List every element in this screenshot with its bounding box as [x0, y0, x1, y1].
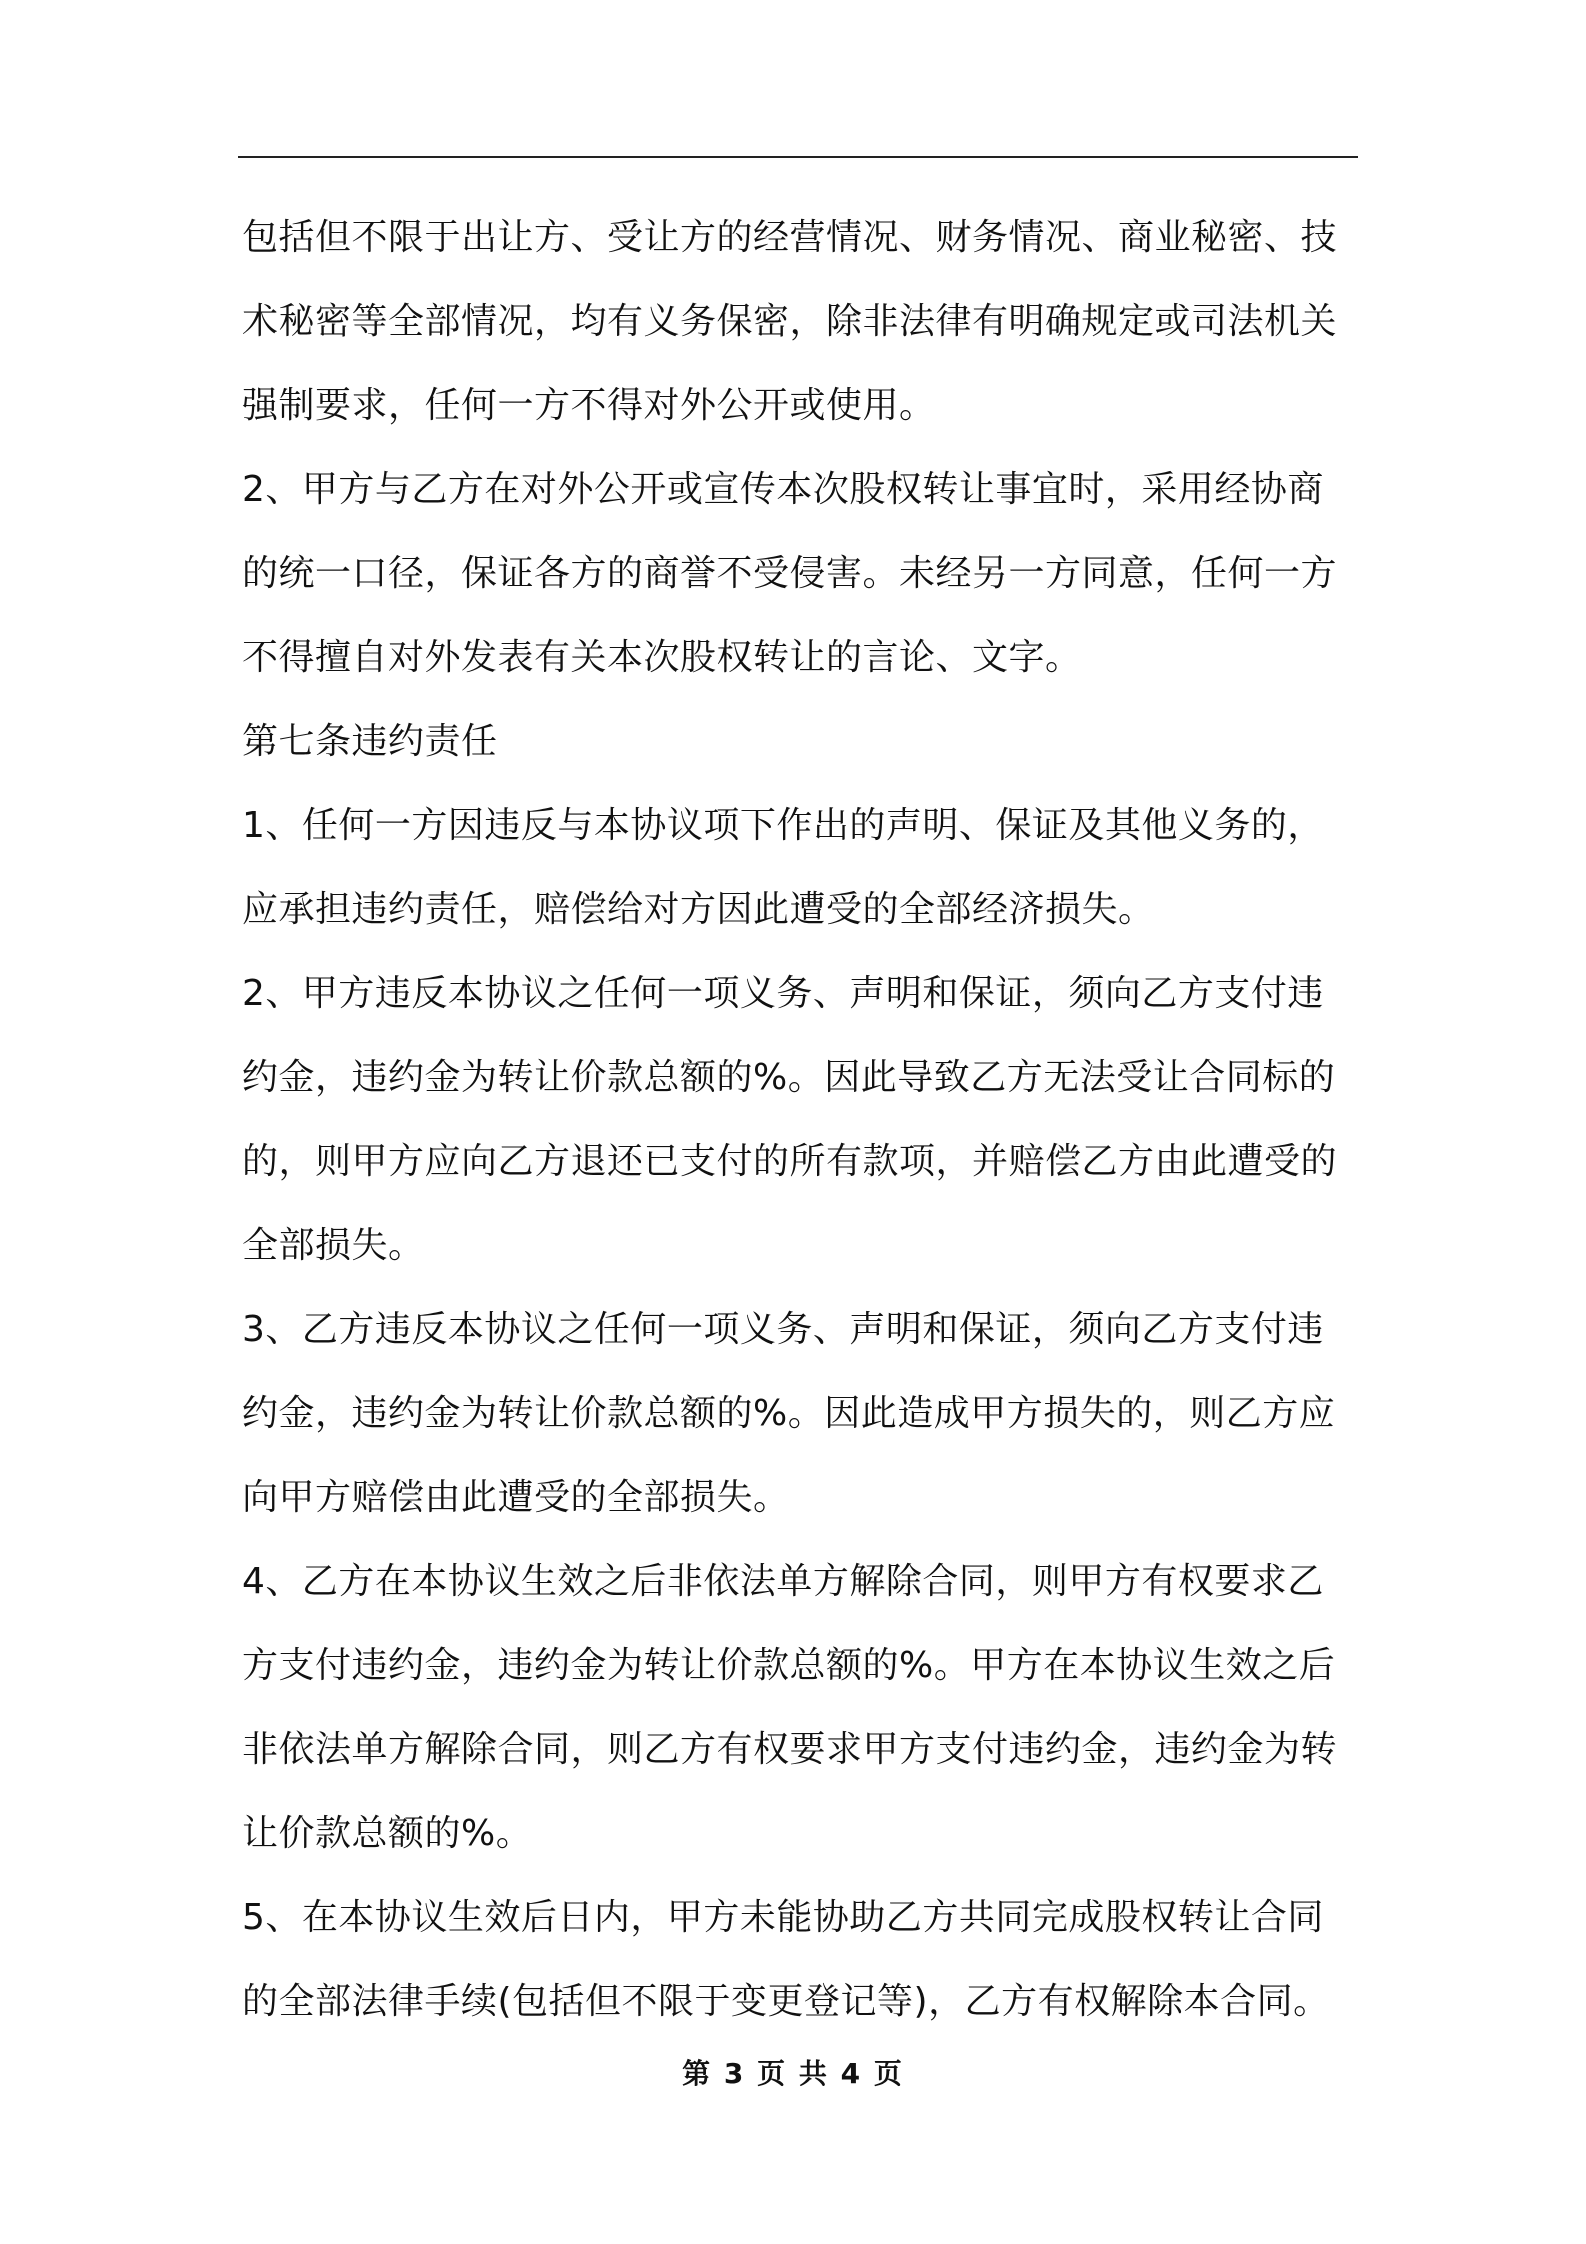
header-rule: [238, 156, 1358, 158]
text-line: 2、甲方与乙方在对外公开或宣传本次股权转让事宜时，采用经协商: [242, 469, 1324, 510]
text-line: 5、在本协议生效后日内，甲方未能协助乙方共同完成股权转让合同: [242, 1897, 1324, 1938]
text-line: 强制要求，任何一方不得对外公开或使用。: [242, 385, 936, 426]
text-line: 4、乙方在本协议生效之后非依法单方解除合同，则甲方有权要求乙: [242, 1561, 1324, 1602]
text-line: 全部损失。: [242, 1225, 425, 1266]
text-line: 应承担违约责任，赔偿给对方因此遭受的全部经济损失。: [242, 889, 1155, 930]
text-line: 2、甲方违反本协议之任何一项义务、声明和保证，须向乙方支付违: [242, 973, 1324, 1014]
text-line: 术秘密等全部情况，均有义务保密，除非法律有明确规定或司法机关: [242, 301, 1338, 342]
text-line: 让价款总额的%。: [242, 1813, 533, 1854]
text-line: 的全部法律手续(包括但不限于变更登记等)，乙方有权解除本合同。: [242, 1981, 1330, 2022]
text-line: 包括但不限于出让方、受让方的经营情况、财务情况、商业秘密、技: [242, 217, 1338, 258]
text-line: 向甲方赔偿由此遭受的全部损失。: [242, 1477, 790, 1518]
text-line: 约金，违约金为转让价款总额的%。因此导致乙方无法受让合同标的: [242, 1057, 1336, 1098]
text-line: 1、任何一方因违反与本协议项下作出的声明、保证及其他义务的，: [242, 805, 1324, 846]
text-line: 的统一口径，保证各方的商誉不受侵害。未经另一方同意，任何一方: [242, 553, 1338, 594]
section-heading: 第七条违约责任: [242, 721, 498, 762]
text-line: 不得擅自对外发表有关本次股权转让的言论、文字。: [242, 637, 1082, 678]
text-line: 约金，违约金为转让价款总额的%。因此造成甲方损失的，则乙方应: [242, 1393, 1336, 1434]
document-body: [242, 196, 1360, 2044]
text-line: 非依法单方解除合同，则乙方有权要求甲方支付违约金，违约金为转: [242, 1729, 1338, 1770]
page-number: 第 3 页 共 4 页: [682, 2057, 904, 2090]
text-line: 方支付违约金，违约金为转让价款总额的%。甲方在本协议生效之后: [242, 1645, 1336, 1686]
text-line: 的，则甲方应向乙方退还已支付的所有款项，并赔偿乙方由此遭受的: [242, 1141, 1338, 1182]
text-line: 3、乙方违反本协议之任何一项义务、声明和保证，须向乙方支付违: [242, 1309, 1324, 1350]
